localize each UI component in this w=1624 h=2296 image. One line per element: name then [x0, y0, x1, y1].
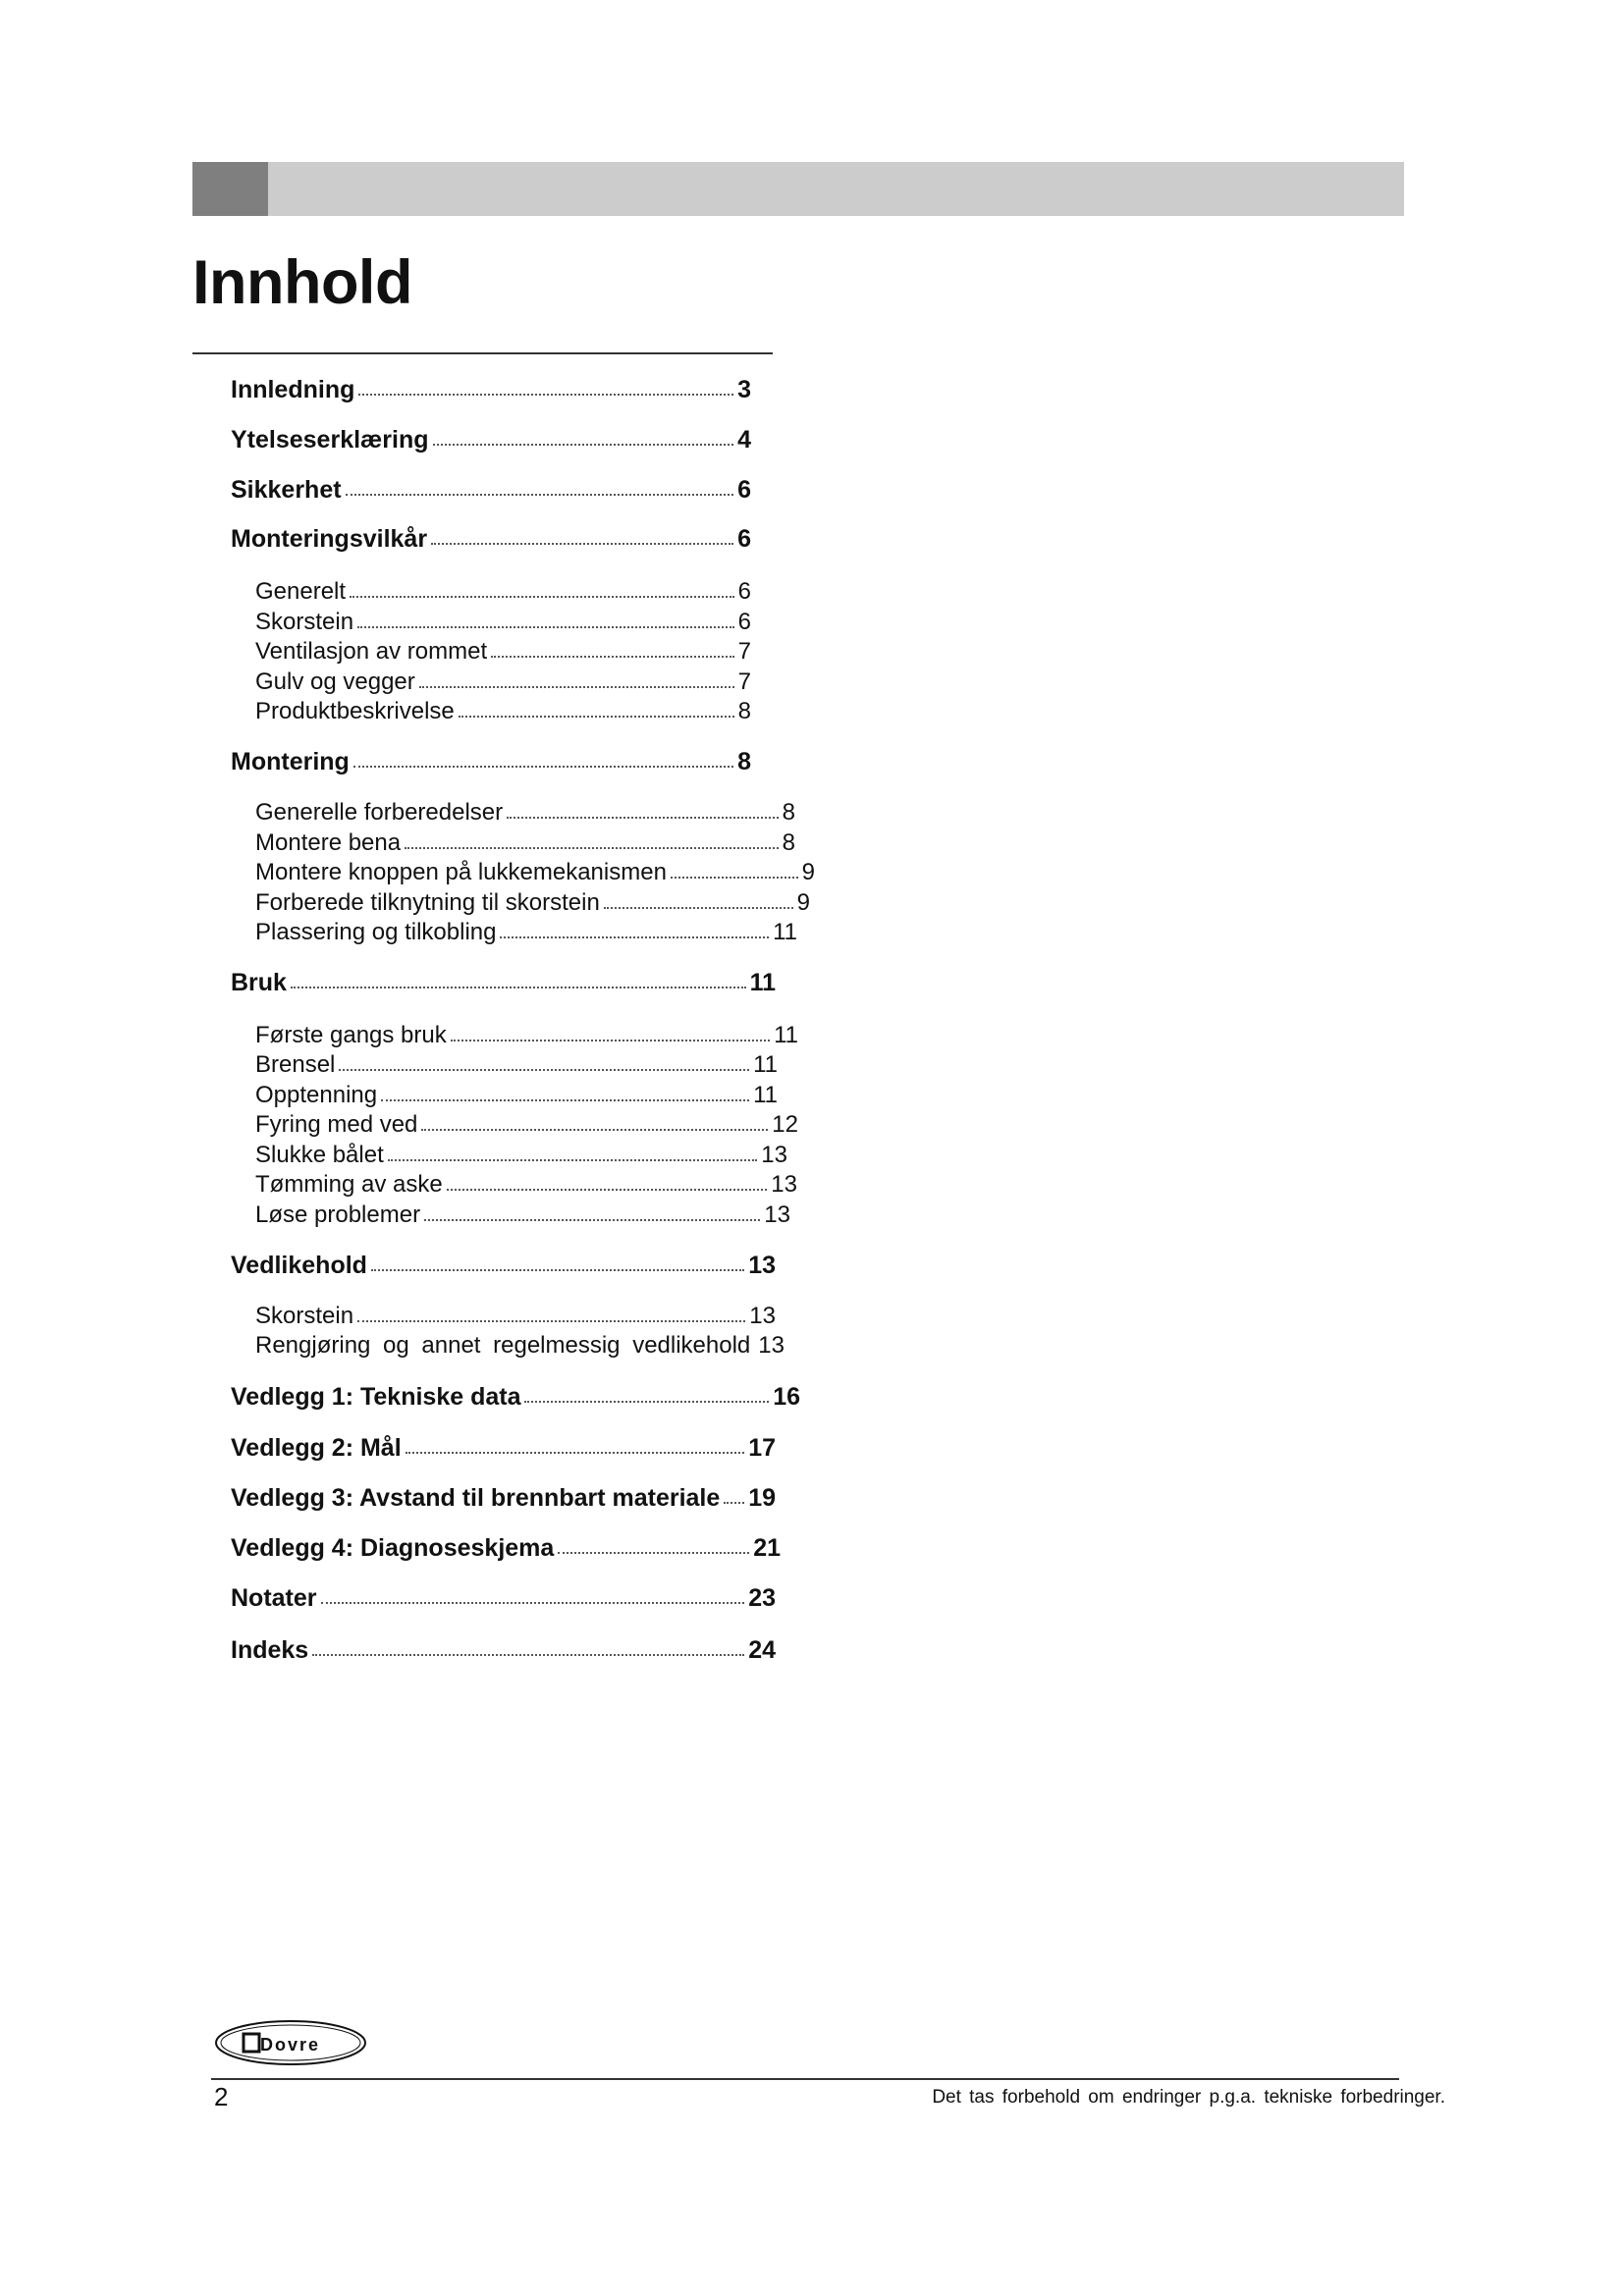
toc-leader-dots [604, 887, 793, 909]
toc-entry-innledning[interactable] [231, 374, 751, 405]
toc-entry-page: 6 [737, 476, 751, 504]
toc-entry-label: Tømming av aske [255, 1171, 443, 1198]
toc-leader-dots [421, 1109, 768, 1131]
toc-leader-dots [321, 1582, 745, 1604]
toc-entry-page: 9 [796, 889, 810, 916]
toc-subentry-generelle-forberedelser[interactable] [255, 797, 795, 828]
toc-leader-dots [451, 1020, 770, 1041]
toc-leader-dots [447, 1169, 768, 1191]
toc-entry-vedlegg-2[interactable] [231, 1432, 776, 1464]
toc-entry-page: 19 [748, 1484, 776, 1512]
toc-leader-dots [339, 1049, 749, 1071]
toc-entry-page: 8 [782, 829, 795, 856]
toc-entry-page: 13 [761, 1142, 787, 1168]
toc-entry-page: 8 [737, 748, 751, 775]
toc-entry-page: 12 [772, 1111, 798, 1138]
toc-leader-dots [388, 1140, 758, 1161]
toc-entry-label: Notater [231, 1584, 317, 1612]
toc-leader-dots [357, 607, 734, 628]
toc-entry-montering[interactable] [231, 746, 751, 777]
toc-subentry-rengjoring[interactable] [255, 1330, 844, 1362]
toc-subentry-brensel[interactable] [255, 1049, 778, 1081]
toc-subentry-forste-gangs-bruk[interactable] [255, 1020, 798, 1051]
footer-rule [211, 2078, 1399, 2080]
toc-entry-page: 13 [748, 1252, 776, 1279]
toc-entry-label: Slukke bålet [255, 1142, 384, 1168]
toc-entry-label: Gulv og vegger [255, 668, 415, 695]
toc-entry-label: Opptenning [255, 1082, 378, 1108]
toc-leader-dots [558, 1532, 749, 1554]
toc-leader-dots [424, 1200, 760, 1221]
toc-entry-monteringsvilkar[interactable] [231, 523, 751, 555]
toc-leader-dots [405, 828, 779, 849]
toc-entry-page: 4 [737, 426, 751, 454]
toc-entry-label: Vedlegg 1: Tekniske data [231, 1383, 521, 1411]
toc-entry-label: Rengjøring og annet regelmessig vedlikehold [255, 1332, 751, 1359]
toc-leader-dots [312, 1634, 744, 1656]
toc-entry-label: Brensel [255, 1051, 336, 1078]
toc-entry-label: Fyring med ved [255, 1111, 418, 1138]
toc-entry-label: Bruk [231, 969, 287, 996]
toc-entry-page: 16 [773, 1383, 800, 1411]
toc-entry-label: Første gangs bruk [255, 1022, 447, 1048]
toc-leader-dots [353, 746, 733, 768]
toc-entry-label: Montering [231, 748, 350, 775]
toc-entry-page: 11 [773, 919, 797, 945]
toc-subentry-skorstein-vedlikehold[interactable] [255, 1301, 776, 1332]
toc-entry-label: Løse problemer [255, 1201, 421, 1228]
toc-entry-page: 24 [748, 1636, 776, 1664]
toc-entry-label: Monteringsvilkår [231, 525, 428, 553]
toc-subentry-tomming-av-aske[interactable] [255, 1169, 797, 1201]
toc-subentry-generelt[interactable] [255, 576, 751, 608]
toc-entry-label: Montere knoppen på lukkemekanismen [255, 859, 667, 885]
toc-entry-notater[interactable] [231, 1582, 776, 1614]
toc-entry-label: Vedlikehold [231, 1252, 367, 1279]
toc-entry-label: Vedlegg 2: Mål [231, 1434, 402, 1462]
toc-entry-ytelseserklaering[interactable] [231, 424, 751, 455]
toc-leader-dots [491, 636, 734, 658]
toc-leader-dots [371, 1250, 744, 1271]
toc-subentry-forberede-tilknytning[interactable] [255, 887, 810, 919]
toc-entry-page: 13 [764, 1201, 790, 1228]
toc-leader-dots [346, 474, 734, 496]
toc-entry-label: Vedlegg 3: Avstand til brennbart materiale [231, 1484, 721, 1512]
toc-entry-sikkerhet[interactable] [231, 474, 751, 506]
toc-entry-bruk[interactable] [231, 967, 776, 998]
toc-leader-dots [671, 857, 798, 879]
toc-entry-label: Ytelseserklæring [231, 426, 429, 454]
toc-entry-label: Skorstein [255, 1303, 354, 1329]
toc-entry-page: 9 [801, 859, 815, 885]
toc-subentry-lose-problemer[interactable] [255, 1200, 790, 1231]
toc-leader-dots [433, 424, 734, 446]
toc-entry-label: Generelle forberedelser [255, 799, 504, 826]
toc-entry-page: 8 [782, 799, 795, 826]
toc-subentry-montere-knoppen[interactable] [255, 857, 815, 888]
toc-leader-dots [500, 917, 769, 938]
toc-entry-vedlegg-1[interactable] [231, 1381, 800, 1413]
toc-entry-indeks[interactable] [231, 1634, 776, 1666]
toc-entry-label: Plassering og tilkobling [255, 919, 497, 945]
toc-leader-dots [350, 576, 734, 598]
toc-entry-label: Forberede tilknytning til skorstein [255, 889, 600, 916]
toc-subentry-montere-bena[interactable] [255, 828, 795, 859]
toc-entry-page: 6 [737, 578, 751, 605]
toc-entry-label: Ventilasjon av rommet [255, 638, 488, 665]
toc-subentry-fyring-med-ved[interactable] [255, 1109, 798, 1141]
toc-entry-vedlegg-4[interactable] [231, 1532, 781, 1564]
toc-entry-label: Produktbeskrivelse [255, 698, 455, 724]
toc-entry-page: 6 [737, 609, 751, 635]
toc-entry-page: 11 [774, 1022, 798, 1048]
toc-subentry-gulv-og-vegger[interactable] [255, 667, 751, 698]
toc-entry-page: 21 [753, 1534, 781, 1562]
page-number: 2 [214, 2082, 229, 2111]
toc-leader-dots [357, 1301, 745, 1322]
toc-entry-page: 11 [749, 969, 776, 996]
toc-leader-dots [358, 374, 733, 396]
logo-text: Dovre [260, 2035, 321, 2055]
toc-entry-page: 11 [753, 1082, 778, 1108]
toc-leader-dots [291, 967, 746, 988]
toc-entry-label: Innledning [231, 376, 355, 403]
toc-entry-page: 3 [737, 376, 751, 403]
toc-entry-label: Vedlegg 4: Diagnoseskjema [231, 1534, 555, 1562]
toc-entry-page: 11 [753, 1051, 778, 1078]
toc-entry-page: 6 [737, 525, 751, 553]
footer-note: Det tas forbehold om endringer p.g.a. tekniske forbedringer. [932, 2087, 1445, 2108]
dovre-logo [214, 2019, 367, 2066]
toc-entry-page: 13 [771, 1171, 797, 1198]
toc-subentry-skorstein[interactable] [255, 607, 751, 638]
toc-entry-page: 17 [748, 1434, 776, 1462]
toc-entry-page: 13 [758, 1332, 785, 1359]
toc-leader-dots [524, 1381, 769, 1403]
toc-leader-dots [419, 667, 734, 688]
toc-entry-label: Indeks [231, 1636, 309, 1664]
toc-leader-dots [507, 797, 779, 819]
toc-entry-vedlikehold[interactable] [231, 1250, 776, 1281]
toc-leader-dots [381, 1080, 749, 1101]
toc-leader-dots [431, 523, 733, 545]
page-title: Innhold [192, 248, 412, 317]
toc-entry-label: Skorstein [255, 609, 354, 635]
toc-subentry-plassering-og-tilkobling[interactable] [255, 917, 797, 948]
toc-entry-page: 13 [749, 1303, 776, 1329]
toc-entry-page: 7 [737, 668, 751, 695]
toc-subentry-opptenning[interactable] [255, 1080, 778, 1111]
toc-subentry-produktbeskrivelse[interactable] [255, 696, 751, 727]
toc-leader-dots [724, 1482, 744, 1504]
toc-entry-vedlegg-3[interactable] [231, 1482, 776, 1514]
toc-entry-page: 23 [748, 1584, 776, 1612]
toc-entry-page: 7 [737, 638, 751, 665]
toc-entry-label: Generelt [255, 578, 347, 605]
toc-leader-dots [406, 1432, 745, 1454]
toc-leader-dots [459, 696, 734, 718]
toc-entry-page: 8 [737, 698, 751, 724]
toc-subentry-slukke-balet[interactable] [255, 1140, 787, 1171]
toc-entry-label: Sikkerhet [231, 476, 342, 504]
toc-entry-label: Montere bena [255, 829, 402, 856]
toc-subentry-ventilasjon[interactable] [255, 636, 751, 667]
